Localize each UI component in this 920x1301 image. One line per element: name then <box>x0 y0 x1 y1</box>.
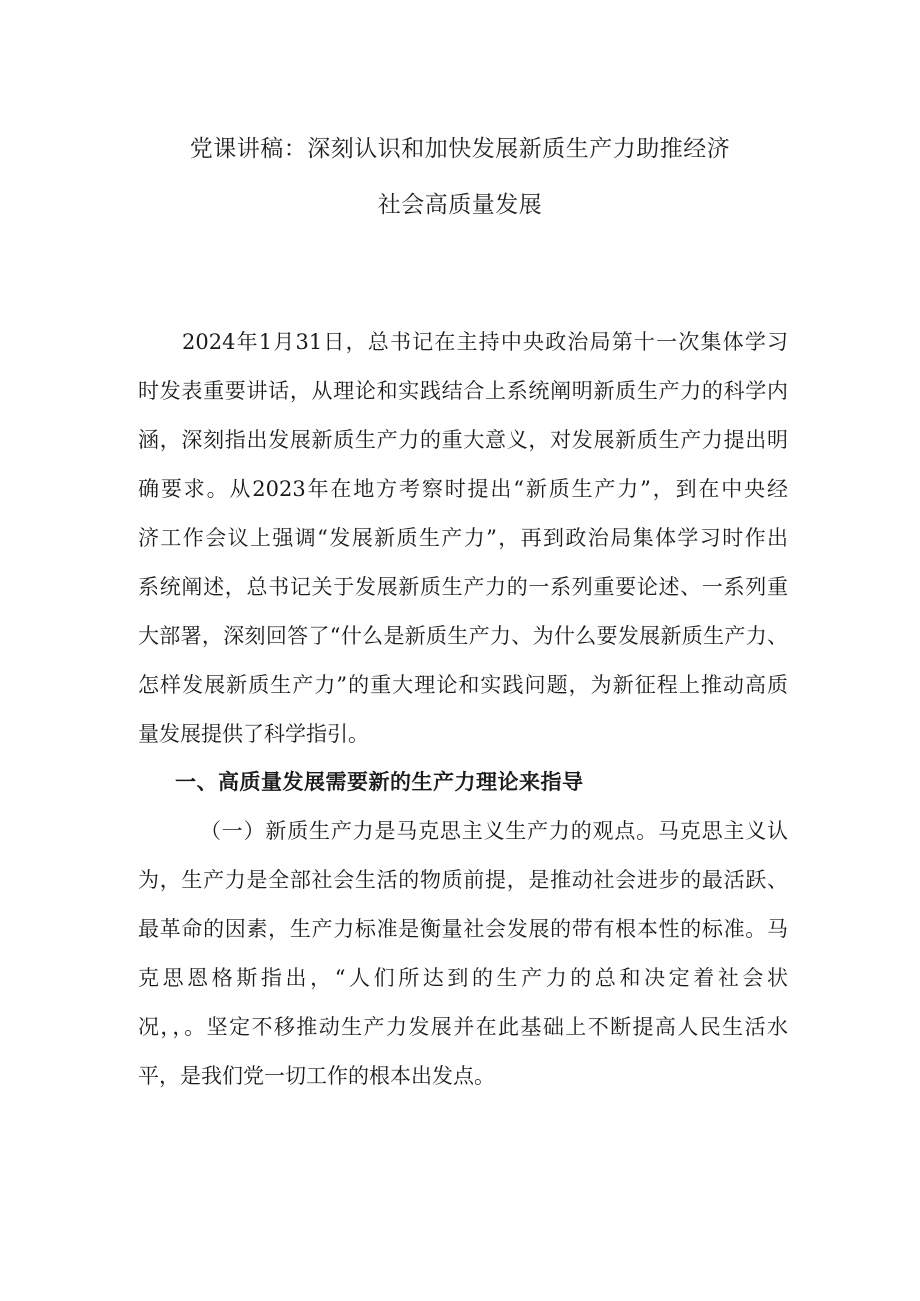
document-title-line-2: 社会高质量发展 <box>377 192 543 218</box>
intro-line: 量发展提供了科学指引。 <box>138 722 369 746</box>
section-para-line: 为，生产力是全部社会生活的物质前提，是推动社会进步的最活跃、 <box>138 868 788 892</box>
intro-line: 怎样发展新质生产力”的重大理论和实践问题，为新征程上推动高质 <box>138 673 788 697</box>
section-heading: 一、高质量发展需要新的生产力理论来指导 <box>175 770 584 794</box>
section-para-line: （一）新质生产力是马克思主义生产力的观点。马克思主义认 <box>200 819 788 843</box>
section-para-line: 平，是我们党一切工作的根本出发点。 <box>138 1064 495 1088</box>
intro-line: 确要求。从2023年在地方考察时提出“新质生产力”，到在中央经 <box>138 477 788 501</box>
intro-line: 济工作会议上强调“发展新质生产力”，再到政治局集体学习时作出 <box>138 526 788 550</box>
section-para-line: 况，，。坚定不移推动生产力发展并在此基础上不断提高人民生活水 <box>138 1015 788 1039</box>
document-title-line-1: 党课讲稿：深刻认识和加快发展新质生产力助推经济 <box>189 136 731 162</box>
intro-line: 时发表重要讲话，从理论和实践结合上系统阐明新质生产力的科学内 <box>138 379 788 403</box>
intro-line: 涵，深刻指出发展新质生产力的重大意义，对发展新质生产力提出明 <box>138 428 788 452</box>
intro-line: 大部署，深刻回答了“什么是新质生产力、为什么要发展新质生产力、 <box>138 624 788 648</box>
section-para-line: 克思恩格斯指出，“人们所达到的生产力的总和决定着社会状 <box>138 966 788 990</box>
intro-line: 2024年1月31日，总书记在主持中央政治局第十一次集体学习 <box>182 330 788 354</box>
section-para-line: 最革命的因素，生产力标准是衡量社会发展的带有根本性的标准。马 <box>138 917 788 941</box>
intro-line: 系统阐述，总书记关于发展新质生产力的一系列重要论述、一系列重 <box>138 575 788 599</box>
